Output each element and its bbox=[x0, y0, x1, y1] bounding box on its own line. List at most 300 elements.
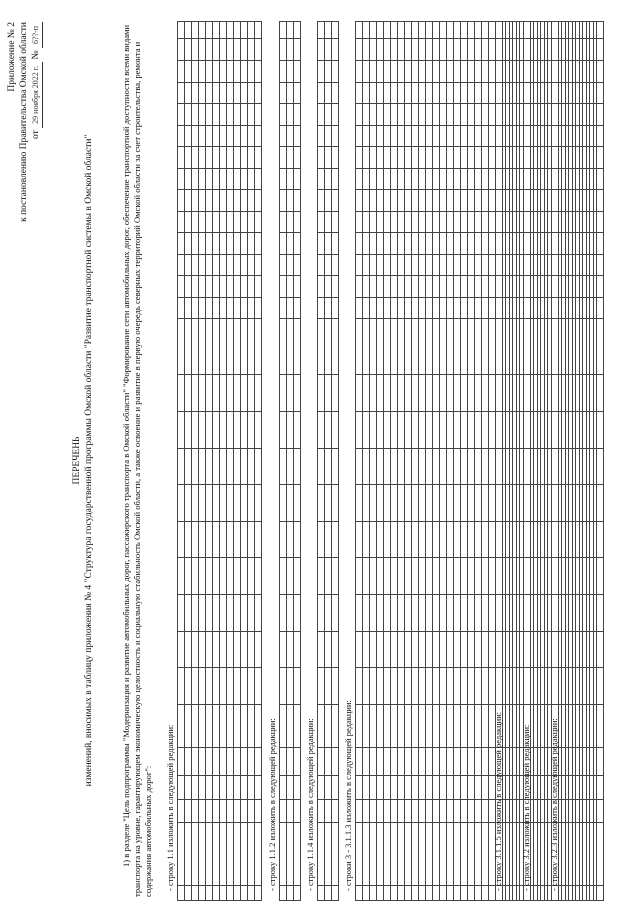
table-cell bbox=[213, 168, 220, 190]
table-cell bbox=[454, 799, 461, 823]
table-cell bbox=[489, 190, 496, 212]
table-cell bbox=[552, 558, 559, 595]
table-cell bbox=[489, 297, 496, 319]
table-cell bbox=[206, 705, 213, 748]
table-cell bbox=[513, 22, 520, 39]
table-cell bbox=[541, 776, 548, 800]
table-cell bbox=[461, 61, 468, 83]
table-cell bbox=[220, 297, 227, 319]
table-cell bbox=[192, 776, 199, 800]
table-cell bbox=[318, 190, 325, 212]
table-cell bbox=[234, 748, 241, 776]
table-cell bbox=[185, 190, 192, 212]
table-cell bbox=[377, 885, 384, 900]
table-cell bbox=[192, 125, 199, 147]
table-cell bbox=[419, 297, 426, 319]
table-cell bbox=[206, 799, 213, 823]
table-cell bbox=[405, 668, 412, 705]
table-cell bbox=[227, 39, 234, 61]
table-cell bbox=[178, 885, 185, 900]
table-row-1-1-2 bbox=[279, 21, 301, 901]
table-cell bbox=[552, 168, 559, 190]
table-cell bbox=[325, 319, 332, 375]
table-cell bbox=[185, 254, 192, 276]
table-cell bbox=[384, 631, 391, 668]
table-cell bbox=[363, 595, 370, 632]
table-cell bbox=[419, 233, 426, 255]
table-cell bbox=[213, 748, 220, 776]
table-row bbox=[332, 22, 339, 901]
table-cell bbox=[234, 147, 241, 169]
table-cell bbox=[590, 147, 597, 169]
table-cell bbox=[384, 748, 391, 776]
table-cell bbox=[255, 799, 262, 823]
table-cell bbox=[206, 82, 213, 104]
table-cell bbox=[583, 297, 590, 319]
table-cell bbox=[482, 276, 489, 298]
table-cell bbox=[248, 104, 255, 126]
table-cell bbox=[541, 595, 548, 632]
table-cell bbox=[199, 297, 206, 319]
table-cell bbox=[454, 82, 461, 104]
table-cell bbox=[552, 595, 559, 632]
table-cell bbox=[412, 521, 419, 558]
table-cell bbox=[363, 22, 370, 39]
table-cell bbox=[552, 125, 559, 147]
table-cell bbox=[433, 748, 440, 776]
table-cell bbox=[248, 595, 255, 632]
table-cell bbox=[597, 885, 604, 900]
table-cell bbox=[433, 233, 440, 255]
table-cell bbox=[405, 412, 412, 449]
table-cell bbox=[440, 776, 447, 800]
table-cell bbox=[248, 776, 255, 800]
table-cell bbox=[405, 104, 412, 126]
table-cell bbox=[255, 22, 262, 39]
table-cell bbox=[461, 558, 468, 595]
table-cell bbox=[220, 748, 227, 776]
table-cell bbox=[534, 412, 541, 449]
table-cell bbox=[280, 799, 287, 823]
table-cell bbox=[597, 233, 604, 255]
table-cell bbox=[199, 521, 206, 558]
table-cell bbox=[377, 748, 384, 776]
table-cell bbox=[192, 147, 199, 169]
table-cell bbox=[178, 61, 185, 83]
table-cell bbox=[220, 885, 227, 900]
table-cell bbox=[597, 22, 604, 39]
table-cell bbox=[332, 668, 339, 705]
table-row bbox=[287, 22, 294, 901]
table-cell bbox=[562, 748, 569, 776]
table-cell bbox=[513, 631, 520, 668]
table-cell bbox=[185, 22, 192, 39]
table-cell bbox=[534, 631, 541, 668]
table-cell bbox=[461, 448, 468, 485]
table-cell bbox=[482, 22, 489, 39]
table-cell bbox=[391, 521, 398, 558]
table-cell bbox=[524, 39, 531, 61]
table-cell bbox=[363, 254, 370, 276]
table-cell bbox=[583, 125, 590, 147]
table-cell bbox=[178, 190, 185, 212]
table-cell bbox=[370, 375, 377, 412]
table-cell bbox=[419, 558, 426, 595]
table-cell bbox=[370, 823, 377, 885]
table-cell bbox=[332, 233, 339, 255]
table-cell bbox=[363, 147, 370, 169]
table-cell bbox=[468, 61, 475, 83]
table-cell bbox=[332, 190, 339, 212]
table-cell bbox=[569, 61, 576, 83]
table-cell bbox=[363, 39, 370, 61]
table-cell bbox=[433, 39, 440, 61]
section-label-3: - строку 1.1.4 изложить в следующей редакции: bbox=[305, 718, 315, 891]
table-cell bbox=[206, 61, 213, 83]
table-cell bbox=[255, 448, 262, 485]
table-cell bbox=[332, 705, 339, 748]
table-cell bbox=[506, 448, 513, 485]
table-cell bbox=[412, 668, 419, 705]
table-cell bbox=[294, 412, 301, 449]
table-cell bbox=[377, 631, 384, 668]
table-cell bbox=[461, 82, 468, 104]
table-cell bbox=[332, 39, 339, 61]
table-cell bbox=[287, 448, 294, 485]
table-cell bbox=[506, 22, 513, 39]
table-cell bbox=[255, 558, 262, 595]
table-cell bbox=[241, 885, 248, 900]
table-cell bbox=[220, 823, 227, 885]
table-cell bbox=[461, 211, 468, 233]
table-cell bbox=[356, 799, 363, 823]
table-cell bbox=[506, 82, 513, 104]
table-cell bbox=[419, 885, 426, 900]
table-cell bbox=[220, 375, 227, 412]
table-cell bbox=[513, 412, 520, 449]
table-cell bbox=[524, 190, 531, 212]
table-cell bbox=[541, 375, 548, 412]
table-cell bbox=[405, 448, 412, 485]
table-cell bbox=[590, 61, 597, 83]
table-cell bbox=[583, 823, 590, 885]
table-cell bbox=[461, 254, 468, 276]
table-cell bbox=[489, 448, 496, 485]
table-cell bbox=[440, 448, 447, 485]
table-cell bbox=[325, 885, 332, 900]
table-cell bbox=[227, 375, 234, 412]
table-cell bbox=[199, 82, 206, 104]
table-cell bbox=[332, 412, 339, 449]
table-cell bbox=[213, 799, 220, 823]
table-row bbox=[440, 22, 447, 901]
table-cell bbox=[384, 297, 391, 319]
table-cell bbox=[391, 776, 398, 800]
table-cell bbox=[576, 412, 583, 449]
table-cell bbox=[461, 276, 468, 298]
table-cell bbox=[426, 125, 433, 147]
table-cell bbox=[234, 375, 241, 412]
table-cell bbox=[280, 319, 287, 375]
table-cell bbox=[405, 705, 412, 748]
table-cell bbox=[461, 168, 468, 190]
table-cell bbox=[294, 276, 301, 298]
table-cell bbox=[433, 485, 440, 522]
table-cell bbox=[419, 823, 426, 885]
table-cell bbox=[426, 319, 433, 375]
table-cell bbox=[440, 748, 447, 776]
table-cell bbox=[419, 748, 426, 776]
table-cell bbox=[590, 22, 597, 39]
table-cell bbox=[241, 211, 248, 233]
table-cell bbox=[496, 595, 503, 632]
table-cell bbox=[185, 61, 192, 83]
table-cell bbox=[377, 125, 384, 147]
table-cell bbox=[227, 254, 234, 276]
table-cell bbox=[220, 448, 227, 485]
table-cell bbox=[482, 319, 489, 375]
table-cell bbox=[447, 319, 454, 375]
table-cell bbox=[482, 595, 489, 632]
table-cell bbox=[562, 412, 569, 449]
table-row bbox=[461, 22, 468, 901]
table-cell bbox=[440, 104, 447, 126]
table-cell bbox=[213, 190, 220, 212]
table-cell bbox=[506, 375, 513, 412]
table-cell bbox=[447, 823, 454, 885]
table-cell bbox=[370, 125, 377, 147]
table-cell bbox=[489, 485, 496, 522]
table-cell bbox=[590, 823, 597, 885]
table-cell bbox=[213, 297, 220, 319]
table-cell bbox=[496, 22, 503, 39]
table-cell bbox=[419, 147, 426, 169]
table-cell bbox=[384, 412, 391, 449]
table-cell bbox=[377, 276, 384, 298]
table-cell bbox=[377, 319, 384, 375]
table-cell bbox=[227, 776, 234, 800]
table-cell bbox=[356, 82, 363, 104]
table-cell bbox=[454, 233, 461, 255]
table-cell bbox=[325, 190, 332, 212]
table-cell bbox=[199, 147, 206, 169]
table-cell bbox=[384, 558, 391, 595]
table-cell bbox=[384, 233, 391, 255]
table-cell bbox=[569, 168, 576, 190]
table-cell bbox=[248, 254, 255, 276]
table-cell bbox=[199, 61, 206, 83]
table-cell bbox=[506, 125, 513, 147]
table-cell bbox=[513, 799, 520, 823]
table-cell bbox=[213, 61, 220, 83]
table-cell bbox=[454, 595, 461, 632]
table-row bbox=[475, 22, 482, 901]
table-cell bbox=[185, 104, 192, 126]
table-cell bbox=[227, 485, 234, 522]
table-cell bbox=[318, 799, 325, 823]
table-row-3-2 bbox=[533, 21, 548, 901]
table-cell bbox=[199, 885, 206, 900]
table-cell bbox=[213, 276, 220, 298]
table-cell bbox=[562, 211, 569, 233]
table-cell bbox=[377, 254, 384, 276]
table-cell bbox=[405, 82, 412, 104]
table-cell bbox=[461, 485, 468, 522]
table-cell bbox=[524, 448, 531, 485]
table-cell bbox=[583, 375, 590, 412]
table-cell bbox=[220, 211, 227, 233]
table-cell bbox=[234, 776, 241, 800]
table-cell bbox=[391, 485, 398, 522]
table-cell bbox=[294, 190, 301, 212]
table-cell bbox=[576, 668, 583, 705]
table-cell bbox=[569, 125, 576, 147]
table-cell bbox=[178, 168, 185, 190]
table-cell bbox=[552, 233, 559, 255]
table-cell bbox=[241, 125, 248, 147]
date-line: от 29 ноября 2022 г. № 6??-п bbox=[30, 22, 43, 222]
table-cell bbox=[318, 61, 325, 83]
table-cell bbox=[433, 168, 440, 190]
table-cell bbox=[377, 485, 384, 522]
table-cell bbox=[461, 319, 468, 375]
table-cell bbox=[506, 668, 513, 705]
table-cell bbox=[597, 823, 604, 885]
table-cell bbox=[475, 22, 482, 39]
table-cell bbox=[325, 104, 332, 126]
table-cell bbox=[513, 885, 520, 900]
table-cell bbox=[220, 82, 227, 104]
table-cell bbox=[377, 412, 384, 449]
table-cell bbox=[562, 485, 569, 522]
table-cell bbox=[255, 748, 262, 776]
table-cell bbox=[541, 521, 548, 558]
table-cell bbox=[363, 233, 370, 255]
table-cell bbox=[192, 668, 199, 705]
table-cell bbox=[318, 595, 325, 632]
table-cell bbox=[468, 799, 475, 823]
table-cell bbox=[248, 297, 255, 319]
table-cell bbox=[569, 631, 576, 668]
table-cell bbox=[318, 211, 325, 233]
table-cell bbox=[280, 61, 287, 83]
table-cell bbox=[391, 254, 398, 276]
table-cell bbox=[541, 276, 548, 298]
table-cell bbox=[294, 631, 301, 668]
table-cell bbox=[454, 168, 461, 190]
table-cell bbox=[405, 823, 412, 885]
table-cell bbox=[569, 776, 576, 800]
table-cell bbox=[185, 147, 192, 169]
table-cell bbox=[213, 558, 220, 595]
table-cell bbox=[482, 705, 489, 748]
table-cell bbox=[419, 39, 426, 61]
table-cell bbox=[248, 799, 255, 823]
table-cell bbox=[475, 147, 482, 169]
table-cell bbox=[192, 82, 199, 104]
table-cell bbox=[461, 125, 468, 147]
table-cell bbox=[405, 485, 412, 522]
table-cell bbox=[440, 61, 447, 83]
table-cell bbox=[534, 211, 541, 233]
table-cell bbox=[325, 233, 332, 255]
table-cell bbox=[248, 276, 255, 298]
table-cell bbox=[524, 521, 531, 558]
table-cell bbox=[426, 254, 433, 276]
table-cell bbox=[234, 558, 241, 595]
table-cell bbox=[552, 412, 559, 449]
table-cell bbox=[248, 885, 255, 900]
table-cell bbox=[569, 104, 576, 126]
table-cell bbox=[370, 799, 377, 823]
table-cell bbox=[447, 885, 454, 900]
table-cell bbox=[280, 448, 287, 485]
table-cell bbox=[206, 168, 213, 190]
table-cell bbox=[220, 705, 227, 748]
table-cell bbox=[280, 748, 287, 776]
table-cell bbox=[318, 254, 325, 276]
table-cell bbox=[426, 558, 433, 595]
table-cell bbox=[552, 22, 559, 39]
table-cell bbox=[482, 521, 489, 558]
intro-paragraph: 1) в разделе "Цель подпрограммы "Модернизация и развитие автомобильных дорог, пассажирского транспорта в Омской области" "Формирование сети автомобильных дорог, обеспечение транспортной доступности всеми видами транспорта на уровне, гарантирующем экономическую целостность и социальную стабильность Омской области, а также освоение и развитие в первую очередь северных территорий Омской области за счет строительства, ремонта и содержания автомобильных дорог": bbox=[121, 24, 153, 897]
table-cell bbox=[213, 254, 220, 276]
table-cell bbox=[475, 521, 482, 558]
table-cell bbox=[199, 485, 206, 522]
table-cell bbox=[363, 61, 370, 83]
table-cell bbox=[294, 375, 301, 412]
table-cell bbox=[597, 375, 604, 412]
table-cell bbox=[461, 412, 468, 449]
table-cell bbox=[447, 668, 454, 705]
table-cell bbox=[426, 211, 433, 233]
table-cell bbox=[569, 297, 576, 319]
table-cell bbox=[454, 61, 461, 83]
table-cell bbox=[440, 668, 447, 705]
table-cell bbox=[562, 885, 569, 900]
table-cell bbox=[280, 297, 287, 319]
table-cell bbox=[356, 254, 363, 276]
table-cell bbox=[541, 168, 548, 190]
table-cell bbox=[384, 776, 391, 800]
table-cell bbox=[213, 595, 220, 632]
table-cell bbox=[440, 147, 447, 169]
table-cell bbox=[541, 254, 548, 276]
table-cell bbox=[206, 485, 213, 522]
table-cell bbox=[576, 211, 583, 233]
table-cell bbox=[576, 521, 583, 558]
table-cell bbox=[206, 39, 213, 61]
table-cell bbox=[440, 211, 447, 233]
table-cell bbox=[255, 776, 262, 800]
table-cell bbox=[569, 558, 576, 595]
table-cell bbox=[255, 190, 262, 212]
table-cell bbox=[318, 276, 325, 298]
table-cell bbox=[294, 233, 301, 255]
table-cell bbox=[325, 168, 332, 190]
table-cell bbox=[241, 104, 248, 126]
table-cell bbox=[419, 211, 426, 233]
table-cell bbox=[206, 448, 213, 485]
table-cell bbox=[576, 233, 583, 255]
table-cell bbox=[206, 104, 213, 126]
table-cell bbox=[534, 254, 541, 276]
table-cell bbox=[391, 595, 398, 632]
table-cell bbox=[496, 168, 503, 190]
table-cell bbox=[332, 631, 339, 668]
table-cell bbox=[241, 168, 248, 190]
table-cell bbox=[363, 125, 370, 147]
